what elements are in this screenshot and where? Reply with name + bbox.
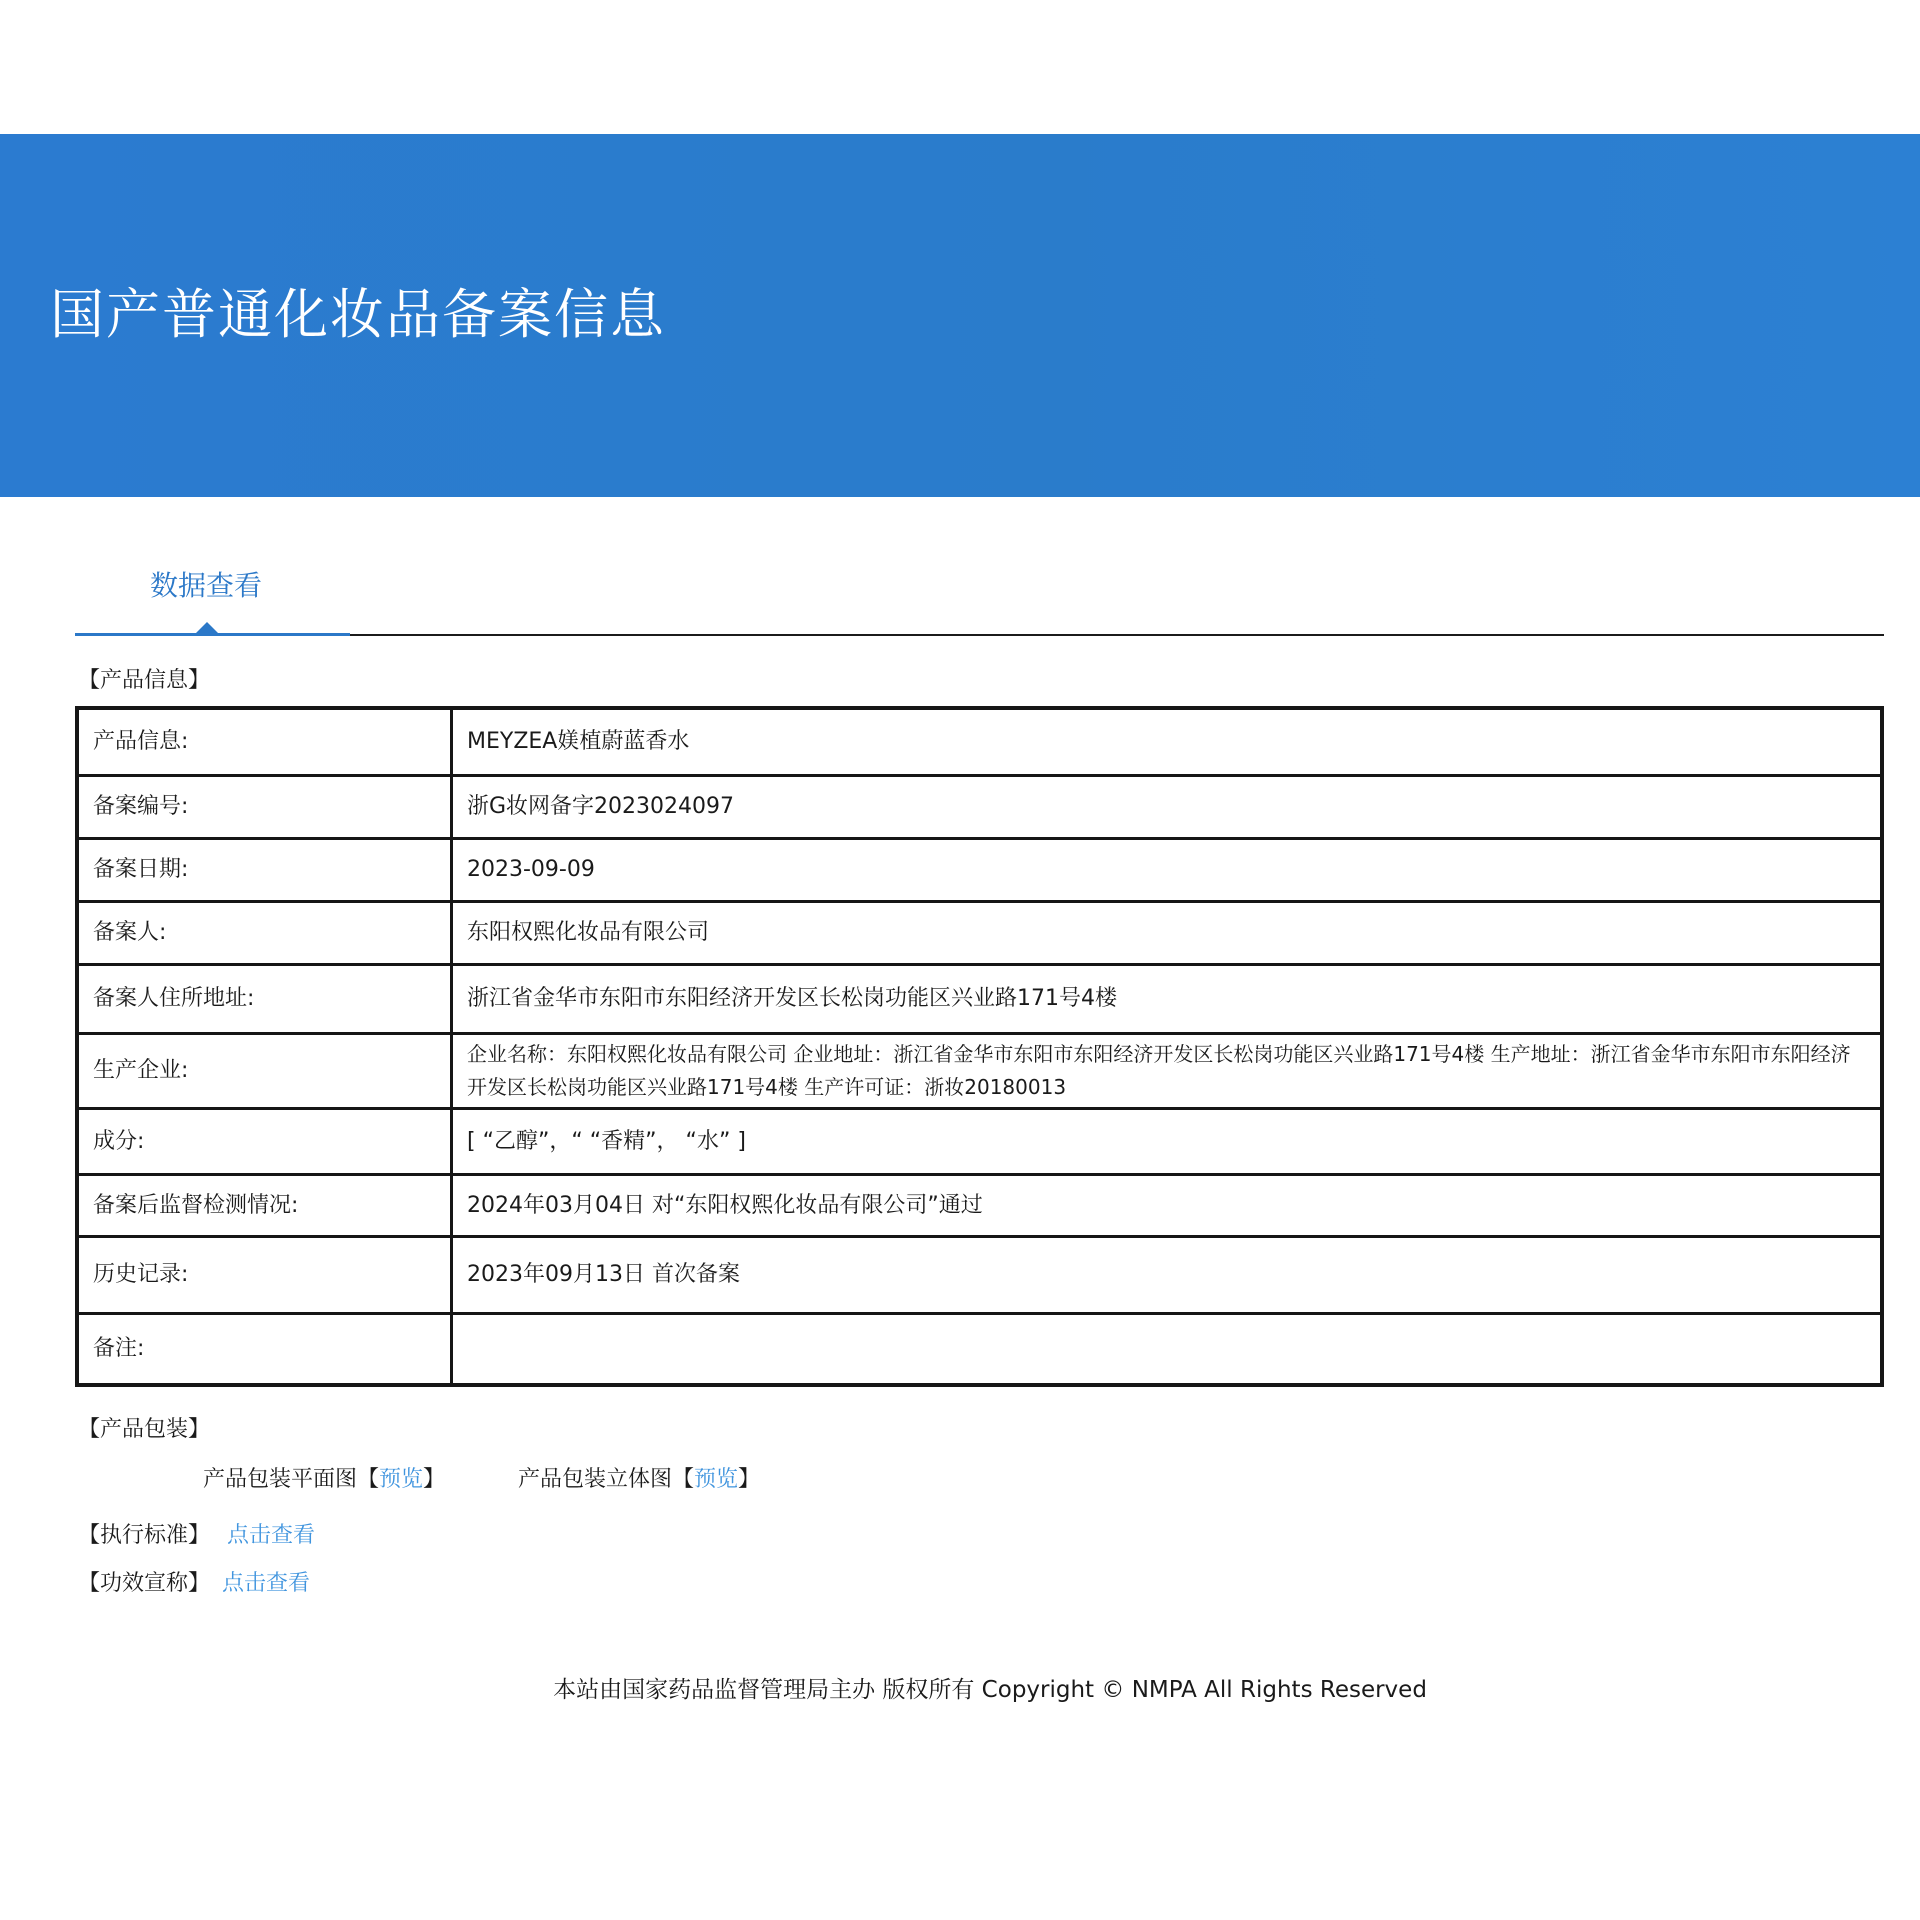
- efficacy-row: [78, 1569, 310, 1599]
- standard-row: [78, 1521, 315, 1551]
- packaging-flat-label: 产品包装平面图: [203, 1467, 358, 1492]
- row-value: 浙G妆网备字2023024097: [452, 775, 1883, 838]
- row-label: 备案编号:: [77, 775, 452, 838]
- table-row: [77, 838, 1882, 901]
- standard-view-link[interactable]: 点击查看: [227, 1523, 316, 1548]
- row-label: 产品信息:: [77, 708, 452, 775]
- product-info-table: [75, 706, 1884, 1387]
- table-row: [77, 708, 1882, 775]
- efficacy-view-link[interactable]: 点击查看: [222, 1571, 311, 1596]
- bracket-close: 】: [423, 1467, 446, 1492]
- footer-copyright: 本站由国家药品监督管理局主办 版权所有 Copyright © NMPA All Rights Reserved: [553, 1677, 1427, 1703]
- row-value: [452, 1313, 1883, 1385]
- row-value: 东阳权熙化妆品有限公司: [452, 901, 1883, 964]
- table-row: [77, 775, 1882, 838]
- row-label: 历史记录:: [77, 1236, 452, 1313]
- row-label: 备案后监督检测情况:: [77, 1174, 452, 1236]
- row-label: 备案人住所地址:: [77, 964, 452, 1033]
- row-label: 成分:: [77, 1108, 452, 1174]
- packaging-flat-preview-link[interactable]: 预览: [379, 1467, 424, 1492]
- row-label: 备注:: [77, 1313, 452, 1385]
- row-value: 2023-09-09: [452, 838, 1883, 901]
- row-value: 浙江省金华市东阳市东阳经济开发区长松岗功能区兴业路171号4楼: [452, 964, 1883, 1033]
- table-row: [77, 1033, 1882, 1108]
- bracket-open: 【: [672, 1467, 695, 1492]
- page-title: 国产普通化妆品备案信息: [50, 283, 666, 346]
- row-value: 2023年09月13日 首次备案: [452, 1236, 1883, 1313]
- row-value: [ “乙醇”，“ “香精”， “水” ]: [452, 1108, 1883, 1174]
- row-value: MEYZEA媄植蔚蓝香水: [452, 708, 1883, 775]
- packaging-solid-label: 产品包装立体图: [518, 1467, 673, 1492]
- tab-data-view[interactable]: 数据查看: [150, 569, 263, 602]
- packaging-solid-preview-link[interactable]: 预览: [694, 1467, 739, 1492]
- row-label: 生产企业:: [77, 1033, 452, 1108]
- row-value: 企业名称：东阳权熙化妆品有限公司 企业地址：浙江省金华市东阳市东阳经济开发区长松岗功能区兴业路171号4楼 生产地址：浙江省金华市东阳市东阳经济开发区长松岗功能区兴业路171号4楼 生产许可证：浙妆20180013: [452, 1033, 1883, 1108]
- tab-caret-icon: [196, 622, 218, 633]
- row-label: 备案人:: [77, 901, 452, 964]
- table-row: [77, 1236, 1882, 1313]
- tab-active-underline: [75, 633, 350, 636]
- table-row: [77, 1174, 1882, 1236]
- table-row: [77, 901, 1882, 964]
- table-row: [77, 1108, 1882, 1174]
- table-row: [77, 1313, 1882, 1385]
- bracket-close: 】: [738, 1467, 761, 1492]
- table-row: [77, 964, 1882, 1033]
- packaging-solid: [518, 1465, 760, 1495]
- packaging-flat: [203, 1465, 445, 1495]
- standard-heading: 【执行标准】: [78, 1523, 211, 1548]
- efficacy-heading: 【功效宣称】: [78, 1571, 211, 1596]
- bracket-open: 【: [357, 1467, 380, 1492]
- row-label: 备案日期:: [77, 838, 452, 901]
- product-info-heading: 【产品信息】: [78, 668, 211, 693]
- packaging-heading: 【产品包装】: [78, 1417, 211, 1442]
- row-value: 2024年03月04日 对“东阳权熙化妆品有限公司”通过: [452, 1174, 1883, 1236]
